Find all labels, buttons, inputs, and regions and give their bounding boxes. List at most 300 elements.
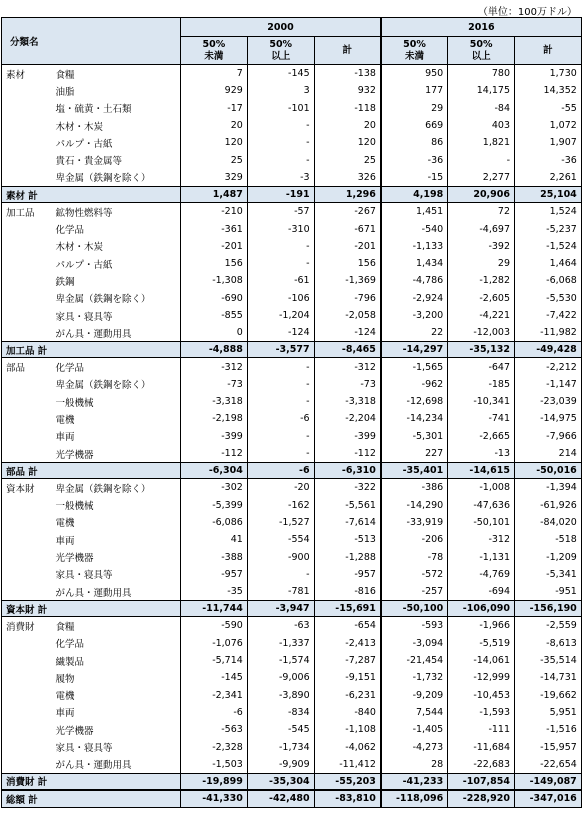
value-cell: - — [247, 566, 314, 583]
value-cell: -9,006 — [247, 669, 314, 686]
value-cell: -78 — [381, 548, 448, 565]
value-cell: -7,422 — [515, 307, 582, 324]
item-label: 化学品 — [54, 220, 181, 237]
table-row — [2, 358, 582, 376]
value-cell: 120 — [181, 134, 248, 151]
group-label — [2, 756, 54, 774]
value-cell: 214 — [515, 445, 582, 463]
value-cell: -3,094 — [381, 635, 448, 652]
value-cell: -1,133 — [381, 238, 448, 255]
value-cell: -1,966 — [448, 617, 515, 635]
value-cell: -834 — [247, 704, 314, 721]
value-cell: 41 — [181, 531, 248, 548]
value-cell: -21,454 — [381, 652, 448, 669]
value-cell: -22,683 — [448, 756, 515, 774]
table-row — [2, 290, 582, 307]
subtotal-value: -191 — [247, 187, 314, 203]
table-row — [2, 531, 582, 548]
group-label — [2, 514, 54, 531]
value-cell: -14,290 — [381, 497, 448, 514]
item-label: 食糧 — [54, 617, 181, 635]
value-cell: -112 — [314, 445, 381, 463]
table-row — [2, 652, 582, 669]
value-cell: -647 — [448, 358, 515, 376]
item-label: 家具・寝具等 — [54, 738, 181, 755]
value-cell: -2,413 — [314, 635, 381, 652]
value-cell: - — [448, 151, 515, 168]
group-label — [2, 669, 54, 686]
value-cell: -15,957 — [515, 738, 582, 755]
value-cell: 1,821 — [448, 134, 515, 151]
value-cell: -7,966 — [515, 428, 582, 445]
subtotal-value: -3,947 — [247, 601, 314, 617]
subtotal-value: -6,304 — [181, 463, 248, 479]
table-row — [2, 134, 582, 151]
value-cell: -1,282 — [448, 272, 515, 289]
group-label — [2, 134, 54, 151]
value-cell: 1,451 — [381, 203, 448, 221]
value-cell: 929 — [181, 82, 248, 99]
subtotal-label: 加工品 計 — [2, 342, 181, 358]
item-label: 光学機器 — [54, 445, 181, 463]
table-row — [2, 721, 582, 738]
value-cell: 7 — [181, 65, 248, 83]
value-cell: -741 — [448, 410, 515, 427]
value-cell: -690 — [181, 290, 248, 307]
value-cell: -302 — [181, 479, 248, 497]
value-cell: -671 — [314, 220, 381, 237]
subtotal-value: -3,577 — [247, 342, 314, 358]
value-cell: -206 — [381, 531, 448, 548]
value-cell: -312 — [314, 358, 381, 376]
value-cell: -4,697 — [448, 220, 515, 237]
item-label: 木材・木炭 — [54, 117, 181, 134]
value-cell: -386 — [381, 479, 448, 497]
value-cell: - — [247, 134, 314, 151]
grand-total-value: -42,480 — [247, 790, 314, 808]
value-cell: 2,261 — [515, 169, 582, 187]
subtotal-value: -8,465 — [314, 342, 381, 358]
value-cell: -545 — [247, 721, 314, 738]
subtotal-value: -35,132 — [448, 342, 515, 358]
value-cell: -2,341 — [181, 687, 248, 704]
value-cell: 156 — [181, 255, 248, 272]
subtotal-value: -11,744 — [181, 601, 248, 617]
table-row — [2, 82, 582, 99]
subtotal-value: -41,233 — [381, 773, 448, 790]
value-cell: 29 — [381, 100, 448, 117]
value-cell: -1,131 — [448, 548, 515, 565]
value-cell: -73 — [181, 376, 248, 393]
grand-total-value: -83,810 — [314, 790, 381, 808]
value-cell: 28 — [381, 756, 448, 774]
value-cell: -23,039 — [515, 393, 582, 410]
value-cell: -951 — [515, 583, 582, 601]
value-cell: -312 — [448, 531, 515, 548]
group-label — [2, 169, 54, 187]
subtotal-row — [2, 342, 582, 358]
group-label — [2, 583, 54, 601]
item-label: 家具・寝具等 — [54, 307, 181, 324]
table-row — [2, 669, 582, 686]
value-cell: -12,999 — [448, 669, 515, 686]
value-cell: -1,008 — [448, 479, 515, 497]
subtotal-value: -50,016 — [515, 463, 582, 479]
value-cell: -61,926 — [515, 497, 582, 514]
subtotal-value: -156,190 — [515, 601, 582, 617]
group-label — [2, 721, 54, 738]
group-label — [2, 324, 54, 342]
value-cell: -1,308 — [181, 272, 248, 289]
value-cell: 403 — [448, 117, 515, 134]
item-label: 油脂 — [54, 82, 181, 99]
value-cell: 7,544 — [381, 704, 448, 721]
value-cell: -1,565 — [381, 358, 448, 376]
group-label — [2, 445, 54, 463]
subtotal-value: -14,297 — [381, 342, 448, 358]
value-cell: -1,076 — [181, 635, 248, 652]
value-cell: -1,593 — [448, 704, 515, 721]
item-label: 車両 — [54, 704, 181, 721]
subtotal-value: -6,310 — [314, 463, 381, 479]
table-row — [2, 324, 582, 342]
value-cell: -112 — [181, 445, 248, 463]
value-cell: -9,209 — [381, 687, 448, 704]
item-label: 鉄鋼 — [54, 272, 181, 289]
value-cell: -7,287 — [314, 652, 381, 669]
value-cell: -35,514 — [515, 652, 582, 669]
value-cell: 3 — [247, 82, 314, 99]
value-cell: -10,453 — [448, 687, 515, 704]
value-cell: 14,175 — [448, 82, 515, 99]
value-cell: -9,151 — [314, 669, 381, 686]
value-cell: -7,614 — [314, 514, 381, 531]
subtotal-value: 20,906 — [448, 187, 515, 203]
table-row — [2, 220, 582, 237]
value-cell: -47,636 — [448, 497, 515, 514]
col-total-2000: 計 — [314, 37, 381, 65]
group-label: 加工品 — [2, 203, 54, 221]
year-2016-header: 2016 — [381, 18, 581, 37]
value-cell: -399 — [181, 428, 248, 445]
value-cell: 1,464 — [515, 255, 582, 272]
item-label: パルプ・古紙 — [54, 255, 181, 272]
trade-balance-table — [1, 17, 582, 808]
table-row — [2, 445, 582, 463]
value-cell: -399 — [314, 428, 381, 445]
value-cell: -1,734 — [247, 738, 314, 755]
item-label: 車両 — [54, 428, 181, 445]
unit-note: （単位：100万ドル） — [477, 7, 577, 18]
group-label: 資本財 — [2, 479, 54, 497]
value-cell: -20 — [247, 479, 314, 497]
value-cell: -572 — [381, 566, 448, 583]
subtotal-row — [2, 463, 582, 479]
value-cell: -11,982 — [515, 324, 582, 342]
value-cell: -1,369 — [314, 272, 381, 289]
table-row — [2, 566, 582, 583]
value-cell: 950 — [381, 65, 448, 83]
value-cell: - — [247, 117, 314, 134]
group-label — [2, 687, 54, 704]
value-cell: -2,212 — [515, 358, 582, 376]
value-cell: -1,147 — [515, 376, 582, 393]
value-cell: -3,200 — [381, 307, 448, 324]
value-cell: - — [247, 255, 314, 272]
col-under50-2016: 50% 未満 — [381, 37, 448, 65]
col-total-2016: 計 — [515, 37, 582, 65]
value-cell: -1,209 — [515, 548, 582, 565]
item-label: 卑金属（鉄鋼を除く） — [54, 479, 181, 497]
value-cell: -796 — [314, 290, 381, 307]
item-label: パルプ・古紙 — [54, 134, 181, 151]
group-label — [2, 635, 54, 652]
item-label: 光学機器 — [54, 721, 181, 738]
value-cell: -5,301 — [381, 428, 448, 445]
value-cell: -185 — [448, 376, 515, 393]
value-cell: -1,405 — [381, 721, 448, 738]
value-cell: -14,975 — [515, 410, 582, 427]
value-cell: -540 — [381, 220, 448, 237]
value-cell: 156 — [314, 255, 381, 272]
value-cell: -35 — [181, 583, 248, 601]
item-label: 卑金属（鉄鋼を除く） — [54, 376, 181, 393]
item-label: 食糧 — [54, 65, 181, 83]
value-cell: -3 — [247, 169, 314, 187]
group-label — [2, 290, 54, 307]
value-cell: -101 — [247, 100, 314, 117]
value-cell: -4,062 — [314, 738, 381, 755]
value-cell: -210 — [181, 203, 248, 221]
group-label — [2, 82, 54, 99]
value-cell: -36 — [515, 151, 582, 168]
value-cell: -361 — [181, 220, 248, 237]
value-cell: -124 — [314, 324, 381, 342]
group-label — [2, 497, 54, 514]
table-row — [2, 687, 582, 704]
value-cell: 5,951 — [515, 704, 582, 721]
value-cell: -1,524 — [515, 238, 582, 255]
subtotal-row — [2, 187, 582, 203]
value-cell: -19,662 — [515, 687, 582, 704]
value-cell: 20 — [181, 117, 248, 134]
value-cell: -17 — [181, 100, 248, 117]
value-cell: -267 — [314, 203, 381, 221]
subtotal-value: -6 — [247, 463, 314, 479]
value-cell: - — [247, 238, 314, 255]
value-cell: -6 — [181, 704, 248, 721]
table-row — [2, 635, 582, 652]
table-row — [2, 704, 582, 721]
value-cell: -1,732 — [381, 669, 448, 686]
value-cell: -388 — [181, 548, 248, 565]
item-label: 化学品 — [54, 635, 181, 652]
value-cell: -145 — [181, 669, 248, 686]
group-label: 部品 — [2, 358, 54, 376]
value-cell: -12,698 — [381, 393, 448, 410]
value-cell: -257 — [381, 583, 448, 601]
value-cell: -10,341 — [448, 393, 515, 410]
value-cell: -22,654 — [515, 756, 582, 774]
item-label: 貴石・貴金属等 — [54, 151, 181, 168]
value-cell: 0 — [181, 324, 248, 342]
value-cell: 780 — [448, 65, 515, 83]
group-label — [2, 117, 54, 134]
value-cell: -590 — [181, 617, 248, 635]
subtotal-value: 25,104 — [515, 187, 582, 203]
subtotal-value: 1,296 — [314, 187, 381, 203]
subtotal-value: -49,428 — [515, 342, 582, 358]
subtotal-row — [2, 773, 582, 790]
subtotal-value: -106,090 — [448, 601, 515, 617]
table-body — [2, 65, 582, 808]
group-label — [2, 738, 54, 755]
group-label — [2, 255, 54, 272]
grand-total-value: -118,096 — [381, 790, 448, 808]
value-cell: -593 — [381, 617, 448, 635]
value-cell: -4,786 — [381, 272, 448, 289]
value-cell: 2,277 — [448, 169, 515, 187]
subtotal-value: -14,615 — [448, 463, 515, 479]
value-cell: - — [247, 393, 314, 410]
value-cell: -9,909 — [247, 756, 314, 774]
value-cell: -162 — [247, 497, 314, 514]
value-cell: -4,769 — [448, 566, 515, 583]
value-cell: -13 — [448, 445, 515, 463]
value-cell: 25 — [181, 151, 248, 168]
item-label: 電機 — [54, 410, 181, 427]
value-cell: -12,003 — [448, 324, 515, 342]
group-label — [2, 428, 54, 445]
value-cell: -6 — [247, 410, 314, 427]
value-cell: -563 — [181, 721, 248, 738]
subtotal-label: 消費財 計 — [2, 773, 181, 790]
value-cell: -145 — [247, 65, 314, 83]
table-row — [2, 169, 582, 187]
value-cell: -14,234 — [381, 410, 448, 427]
subtotal-value: -35,401 — [381, 463, 448, 479]
item-label: 卑金属（鉄鋼を除く） — [54, 290, 181, 307]
grand-total-value: -41,330 — [181, 790, 248, 808]
value-cell: -310 — [247, 220, 314, 237]
value-cell: -6,068 — [515, 272, 582, 289]
value-cell: - — [247, 151, 314, 168]
value-cell: -4,273 — [381, 738, 448, 755]
value-cell: 329 — [181, 169, 248, 187]
value-cell: -1,503 — [181, 756, 248, 774]
value-cell: -1,288 — [314, 548, 381, 565]
group-label — [2, 376, 54, 393]
value-cell: -2,924 — [381, 290, 448, 307]
item-label: 電機 — [54, 687, 181, 704]
value-cell: -14,061 — [448, 652, 515, 669]
item-label: がん具・運動用具 — [54, 324, 181, 342]
value-cell: -118 — [314, 100, 381, 117]
value-cell: -4,221 — [448, 307, 515, 324]
value-cell: -6,086 — [181, 514, 248, 531]
value-cell: -84,020 — [515, 514, 582, 531]
value-cell: -781 — [247, 583, 314, 601]
value-cell: -2,058 — [314, 307, 381, 324]
subtotal-label: 資本財 計 — [2, 601, 181, 617]
value-cell: -61 — [247, 272, 314, 289]
value-cell: -312 — [181, 358, 248, 376]
value-cell: - — [247, 376, 314, 393]
table-row — [2, 617, 582, 635]
subtotal-value: -55,203 — [314, 773, 381, 790]
value-cell: 669 — [381, 117, 448, 134]
table-row — [2, 410, 582, 427]
value-cell: -1,516 — [515, 721, 582, 738]
table-row — [2, 497, 582, 514]
value-cell: 29 — [448, 255, 515, 272]
value-cell: -50,101 — [448, 514, 515, 531]
item-label: 一般機械 — [54, 497, 181, 514]
table-row — [2, 514, 582, 531]
value-cell: 72 — [448, 203, 515, 221]
value-cell: -33,919 — [381, 514, 448, 531]
item-label: 塩・硫黄・土石類 — [54, 100, 181, 117]
value-cell: -5,341 — [515, 566, 582, 583]
group-label — [2, 652, 54, 669]
item-label: 車両 — [54, 531, 181, 548]
value-cell: -138 — [314, 65, 381, 83]
value-cell: -2,328 — [181, 738, 248, 755]
value-cell: -2,559 — [515, 617, 582, 635]
value-cell: -5,714 — [181, 652, 248, 669]
value-cell: -11,412 — [314, 756, 381, 774]
value-cell: -1,574 — [247, 652, 314, 669]
table-row — [2, 756, 582, 774]
value-cell: -554 — [247, 531, 314, 548]
value-cell: -2,605 — [448, 290, 515, 307]
value-cell: -957 — [314, 566, 381, 583]
value-cell: -2,198 — [181, 410, 248, 427]
value-cell: 120 — [314, 134, 381, 151]
table-row — [2, 117, 582, 134]
grand-total-label: 総額 計 — [2, 790, 181, 808]
value-cell: 1,907 — [515, 134, 582, 151]
value-cell: -111 — [448, 721, 515, 738]
value-cell: 326 — [314, 169, 381, 187]
value-cell: -15 — [381, 169, 448, 187]
value-cell: 227 — [381, 445, 448, 463]
value-cell: -57 — [247, 203, 314, 221]
value-cell: -2,204 — [314, 410, 381, 427]
table-row — [2, 100, 582, 117]
value-cell: - — [247, 445, 314, 463]
table-row — [2, 272, 582, 289]
col-under50-2000: 50% 未満 — [181, 37, 248, 65]
subtotal-value: 1,487 — [181, 187, 248, 203]
value-cell: -3,890 — [247, 687, 314, 704]
value-cell: -3,318 — [314, 393, 381, 410]
group-label — [2, 100, 54, 117]
table-row — [2, 393, 582, 410]
subtotal-label: 部品 計 — [2, 463, 181, 479]
value-cell: 1,730 — [515, 65, 582, 83]
item-label: 光学機器 — [54, 548, 181, 565]
item-label: 履物 — [54, 669, 181, 686]
table-row — [2, 428, 582, 445]
subtotal-value: -15,691 — [314, 601, 381, 617]
value-cell: -962 — [381, 376, 448, 393]
value-cell: -201 — [181, 238, 248, 255]
item-label: 電機 — [54, 514, 181, 531]
value-cell: -392 — [448, 238, 515, 255]
item-label: 鉱物性燃料等 — [54, 203, 181, 221]
value-cell: 1,434 — [381, 255, 448, 272]
